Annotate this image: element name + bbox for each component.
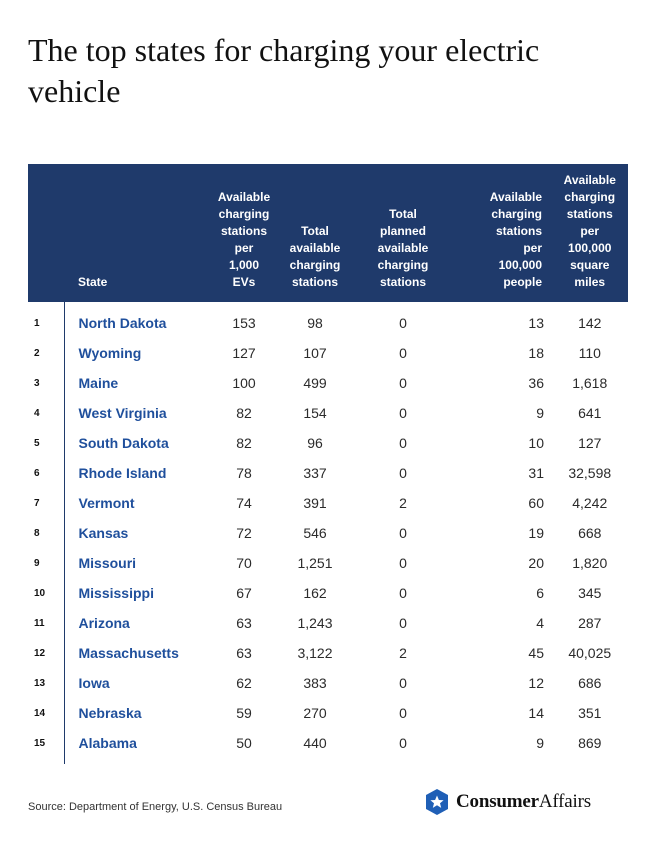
total-stations-cell: 383: [303, 675, 327, 691]
state-cell: Wyoming: [64, 338, 216, 368]
total-stations-cell: 546: [303, 525, 327, 541]
stations-per-100000-sq-miles-cell: 40,025: [568, 645, 612, 661]
state-cell: Iowa: [64, 668, 216, 698]
header-stations-per-100000-people: [448, 164, 552, 302]
data-table: [28, 164, 628, 764]
star-badge-icon: [424, 788, 450, 816]
rank-cell: 11: [34, 617, 45, 629]
rank-cell: 2: [34, 347, 40, 359]
stations-per-100000-sq-miles-cell: 351: [578, 705, 602, 721]
table-row: [28, 578, 628, 608]
stations-per-100000-sq-miles-cell: 4,242: [572, 495, 608, 511]
stations-per-1000-evs-cell: 63: [236, 615, 252, 631]
header-line: Available: [489, 190, 542, 204]
logo-wordmark: [456, 791, 591, 813]
total-stations-cell: 1,251: [297, 555, 333, 571]
stations-per-100000-sq-miles-cell: 1,618: [572, 375, 608, 391]
stations-per-100000-sq-miles-cell: 668: [578, 525, 602, 541]
state-cell: South Dakota: [64, 428, 216, 458]
state-cell: Missouri: [64, 548, 216, 578]
stations-per-100000-people-cell: 45: [528, 645, 544, 661]
ev-charging-table: [28, 164, 628, 764]
state-cell: Mississippi: [64, 578, 216, 608]
stations-per-1000-evs-cell: 62: [236, 675, 252, 691]
stations-per-100000-people-cell: 60: [528, 495, 544, 511]
rank-cell: 13: [34, 677, 46, 689]
header-line: State: [78, 275, 108, 289]
header-line: stations: [220, 224, 267, 238]
planned-stations-cell: 0: [399, 375, 407, 391]
header-planned-stations: [358, 164, 448, 302]
stations-per-100000-people-cell: 10: [528, 435, 544, 451]
total-stations-cell: 98: [307, 315, 323, 331]
header-line: available: [289, 241, 341, 255]
rank-cell: 6: [34, 467, 40, 479]
header-row: [28, 164, 628, 302]
stations-per-100000-people-cell: 9: [536, 735, 544, 751]
state-cell: Nebraska: [64, 698, 216, 728]
planned-stations-cell: 0: [399, 405, 407, 421]
header-line: available: [377, 241, 429, 255]
header-line: square: [570, 258, 610, 272]
planned-stations-cell: 0: [399, 735, 407, 751]
header-line: per: [234, 241, 254, 255]
rank-cell: 8: [34, 527, 40, 539]
header-line: Total: [389, 207, 417, 221]
header-line: charging: [377, 258, 429, 272]
header-line: 100,000: [568, 241, 612, 255]
source-note: Source: Department of Energy, U.S. Census Bureau: [28, 801, 283, 813]
stations-per-100000-sq-miles-cell: 1,820: [572, 555, 608, 571]
rank-cell: 9: [34, 557, 40, 569]
header-total-stations: [272, 164, 358, 302]
rank-cell: 5: [34, 437, 40, 449]
stations-per-1000-evs-cell: 78: [236, 465, 252, 481]
total-stations-cell: 337: [303, 465, 327, 481]
header-line: charging: [491, 207, 542, 221]
header-line: per: [523, 241, 542, 255]
table-row: [28, 608, 628, 638]
rank-cell: 7: [34, 497, 40, 509]
header-rank: [28, 164, 64, 302]
stations-per-100000-people-cell: 20: [528, 555, 544, 571]
planned-stations-cell: 2: [399, 645, 407, 661]
stations-per-100000-sq-miles-cell: 287: [578, 615, 602, 631]
stations-per-1000-evs-cell: 82: [236, 435, 252, 451]
stations-per-100000-sq-miles-cell: 869: [578, 735, 602, 751]
stations-per-1000-evs-cell: 67: [236, 585, 252, 601]
table-row: [28, 428, 628, 458]
stations-per-1000-evs-cell: 70: [236, 555, 252, 571]
planned-stations-cell: 0: [399, 525, 407, 541]
header-line: stations: [566, 207, 613, 221]
consumeraffairs-logo: [424, 788, 591, 816]
state-cell: Vermont: [64, 488, 216, 518]
total-stations-cell: 391: [303, 495, 327, 511]
stations-per-1000-evs-cell: 74: [236, 495, 252, 511]
rank-cell: 4: [34, 407, 40, 419]
header-line: EVs: [232, 275, 256, 289]
planned-stations-cell: 0: [399, 465, 407, 481]
header-line: people: [503, 275, 542, 289]
chart-title: The top states for charging your electric vehicle: [28, 32, 540, 109]
stations-per-100000-sq-miles-cell: 641: [578, 405, 602, 421]
total-stations-cell: 270: [303, 705, 327, 721]
rank-cell: 1: [34, 317, 40, 329]
planned-stations-cell: 0: [399, 705, 407, 721]
header-stations-per-100000-sq-miles: [552, 164, 628, 302]
header-line: stations: [291, 275, 338, 289]
total-stations-cell: 162: [303, 585, 327, 601]
planned-stations-cell: 0: [399, 675, 407, 691]
stations-per-100000-people-cell: 13: [528, 315, 544, 331]
header-label: [564, 172, 616, 291]
rank-cell: 10: [34, 587, 46, 599]
table-row: [28, 338, 628, 368]
header-line: miles: [574, 275, 606, 289]
stations-per-100000-people-cell: 12: [528, 675, 544, 691]
stations-per-1000-evs-cell: 59: [236, 705, 252, 721]
state-cell: North Dakota: [64, 302, 216, 338]
stations-per-100000-people-cell: 14: [528, 705, 544, 721]
header-line: planned: [379, 224, 426, 238]
stations-per-100000-people-cell: 9: [536, 405, 544, 421]
header-label: [490, 189, 542, 291]
stations-per-100000-sq-miles-cell: 110: [578, 345, 601, 361]
logo-word-affairs: Affairs: [538, 791, 591, 812]
stations-per-1000-evs-cell: 100: [232, 375, 256, 391]
header-label: [218, 189, 270, 291]
header-line: Total: [301, 224, 329, 238]
stations-per-1000-evs-cell: 72: [236, 525, 252, 541]
total-stations-cell: 440: [303, 735, 327, 751]
state-cell: Massachusetts: [64, 638, 216, 668]
table-row: [28, 548, 628, 578]
logo-word-consumer: Consumer: [456, 791, 539, 812]
state-cell: Arizona: [64, 608, 216, 638]
stations-per-100000-sq-miles-cell: 345: [578, 585, 602, 601]
planned-stations-cell: 0: [399, 315, 407, 331]
header-stations-per-1000-evs: [216, 164, 272, 302]
table-row: [28, 368, 628, 398]
header-line: 100,000: [498, 258, 542, 272]
table-row: [28, 458, 628, 488]
table-row: [28, 518, 628, 548]
header-line: Available: [563, 173, 616, 187]
stations-per-100000-people-cell: 18: [528, 345, 544, 361]
header-line: per: [580, 224, 600, 238]
stations-per-1000-evs-cell: 127: [232, 345, 256, 361]
stations-per-100000-people-cell: 31: [528, 465, 544, 481]
rank-cell: 15: [34, 737, 46, 749]
header-label: [290, 223, 341, 291]
total-stations-cell: 96: [307, 435, 323, 451]
header-line: charging: [218, 207, 270, 221]
planned-stations-cell: 0: [399, 615, 407, 631]
header-line: charging: [564, 190, 616, 204]
header-line: stations: [379, 275, 426, 289]
stations-per-100000-sq-miles-cell: 142: [578, 315, 602, 331]
planned-stations-cell: 2: [399, 495, 407, 511]
stations-per-100000-sq-miles-cell: 127: [578, 435, 602, 451]
stations-per-1000-evs-cell: 82: [236, 405, 252, 421]
state-cell: Maine: [64, 368, 216, 398]
header-label: [378, 206, 429, 291]
total-stations-cell: 154: [303, 405, 327, 421]
stations-per-100000-people-cell: 19: [528, 525, 544, 541]
table-row: [28, 488, 628, 518]
stations-per-100000-people-cell: 4: [536, 615, 544, 631]
state-cell: Kansas: [64, 518, 216, 548]
table-row: [28, 398, 628, 428]
header-line: charging: [289, 258, 341, 272]
table-row: [28, 302, 628, 338]
stations-per-100000-sq-miles-cell: 32,598: [568, 465, 612, 481]
table-row: [28, 638, 628, 668]
total-stations-cell: 107: [303, 345, 327, 361]
state-cell: Rhode Island: [64, 458, 216, 488]
stations-per-100000-people-cell: 36: [528, 375, 544, 391]
rank-cell: 3: [34, 377, 40, 389]
planned-stations-cell: 0: [399, 585, 407, 601]
stations-per-1000-evs-cell: 50: [236, 735, 252, 751]
header-state: [64, 164, 216, 302]
table-row: [28, 728, 628, 764]
stations-per-1000-evs-cell: 63: [236, 645, 252, 661]
header-line: Available: [217, 190, 271, 204]
table-row: [28, 698, 628, 728]
table-body: [28, 302, 628, 764]
header-line: 1,000: [228, 258, 260, 272]
total-stations-cell: 499: [303, 375, 327, 391]
rank-cell: 12: [34, 647, 46, 659]
state-cell: Alabama: [64, 728, 216, 764]
planned-stations-cell: 0: [399, 555, 407, 571]
rank-cell: 14: [34, 707, 46, 719]
stations-per-100000-people-cell: 6: [536, 585, 544, 601]
total-stations-cell: 1,243: [297, 615, 333, 631]
state-cell: West Virginia: [64, 398, 216, 428]
header-line: stations: [495, 224, 542, 238]
table-header: [28, 164, 628, 302]
table-row: [28, 668, 628, 698]
planned-stations-cell: 0: [399, 435, 407, 451]
total-stations-cell: 3,122: [297, 645, 333, 661]
header-label: [78, 274, 107, 291]
planned-stations-cell: 0: [399, 345, 407, 361]
stations-per-100000-sq-miles-cell: 686: [578, 675, 602, 691]
stations-per-1000-evs-cell: 153: [232, 315, 256, 331]
